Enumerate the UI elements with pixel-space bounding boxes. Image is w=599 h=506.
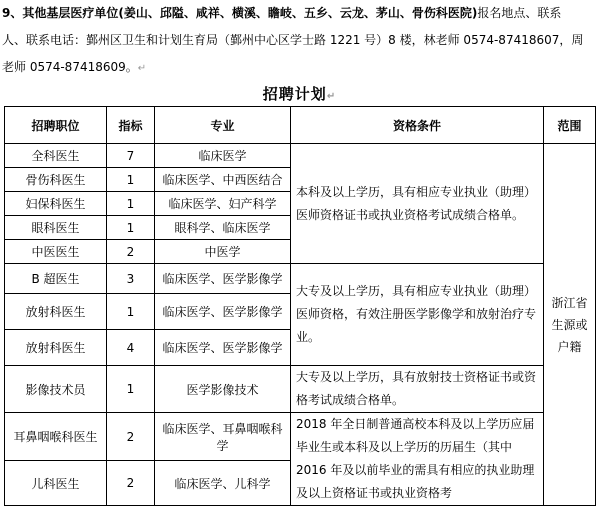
count-cell: 3 xyxy=(107,264,155,294)
position-cell: 儿科医生 xyxy=(5,461,107,506)
count-cell: 1 xyxy=(107,294,155,330)
page-title-text: 招聘计划 xyxy=(262,85,327,103)
table-row xyxy=(5,413,596,461)
paragraph-mark-icon: ↵ xyxy=(137,63,147,74)
count-cell: 1 xyxy=(107,216,155,240)
qualification-cell: 本科及以上学历，具有相应专业执业（助理）医师资格证书或执业资格考试成绩合格单。 xyxy=(291,144,544,264)
major-cell: 临床医学、医学影像学 xyxy=(155,294,291,330)
position-cell: 中医医生 xyxy=(5,240,107,264)
intro-line3-text: 老师 0574-87418609。 xyxy=(2,60,138,74)
intro-line-2: 人、联系电话：鄞州区卫生和计划生育局（鄞州中心区学士路 1221 号）8 楼，林老师 0574-87418607，周 xyxy=(2,33,584,47)
count-cell: 1 xyxy=(107,366,155,413)
position-cell: 眼科医生 xyxy=(5,216,107,240)
header-position: 招聘职位 xyxy=(5,107,107,144)
page-title xyxy=(0,83,599,104)
intro-line-3 xyxy=(2,54,596,82)
qualification-cell: 2018 年全日制普通高校本科及以上学历应届毕业生或本科及以上学历的历届生（其中 2016 年及以前毕业的需具有相应的执业助理及以上资格证书或执业资格考 xyxy=(291,413,544,506)
qualification-cell: 大专及以上学历，具有放射技士资格证书或资格考试成绩合格单。 xyxy=(291,366,544,413)
position-cell: 妇保科医生 xyxy=(5,192,107,216)
count-cell: 1 xyxy=(107,168,155,192)
position-cell: 骨伤科医生 xyxy=(5,168,107,192)
table-row xyxy=(5,264,596,294)
major-cell: 临床医学、中西医结合 xyxy=(155,168,291,192)
position-cell: 影像技术员 xyxy=(5,366,107,413)
paragraph-mark-icon: ↵ xyxy=(326,91,337,102)
major-cell: 临床医学、耳鼻咽喉科学 xyxy=(155,413,291,461)
count-cell: 2 xyxy=(107,413,155,461)
count-cell: 2 xyxy=(107,461,155,506)
major-cell: 中医学 xyxy=(155,240,291,264)
range-text: 浙江省生源或户籍 xyxy=(551,295,588,354)
table-header-row xyxy=(5,107,596,144)
major-cell: 临床医学、医学影像学 xyxy=(155,330,291,366)
count-cell: 1 xyxy=(107,192,155,216)
header-major: 专业 xyxy=(155,107,291,144)
intro-line1-rest: 报名地点、联系 xyxy=(477,6,562,20)
major-cell: 临床医学、儿科学 xyxy=(155,461,291,506)
position-cell: 耳鼻咽喉科医生 xyxy=(5,413,107,461)
major-cell: 临床医学 xyxy=(155,144,291,168)
major-cell: 医学影像技术 xyxy=(155,366,291,413)
intro-paragraph xyxy=(2,0,596,82)
intro-line-1 xyxy=(2,0,596,27)
table-row xyxy=(5,144,596,168)
position-cell: 放射科医生 xyxy=(5,330,107,366)
recruitment-table xyxy=(4,106,596,506)
header-range: 范围 xyxy=(544,107,596,144)
header-count: 指标 xyxy=(107,107,155,144)
position-cell: B 超医生 xyxy=(5,264,107,294)
major-cell: 临床医学、妇产科学 xyxy=(155,192,291,216)
count-cell: 7 xyxy=(107,144,155,168)
count-cell: 2 xyxy=(107,240,155,264)
header-qualification: 资格条件 xyxy=(291,107,544,144)
position-cell: 放射科医生 xyxy=(5,294,107,330)
range-cell xyxy=(544,144,596,506)
qualification-cell: 大专及以上学历，具有相应专业执业（助理）医师资格，有效注册医学影像学和放射治疗专业。 xyxy=(291,264,544,366)
major-cell: 眼科学、临床医学 xyxy=(155,216,291,240)
count-cell: 4 xyxy=(107,330,155,366)
major-cell: 临床医学、医学影像学 xyxy=(155,264,291,294)
intro-heading: 9、其他基层医疗单位(姜山、邱隘、咸祥、横溪、瞻岐、五乡、云龙、茅山、骨伤科医院) xyxy=(2,6,478,20)
table-row xyxy=(5,366,596,413)
position-cell: 全科医生 xyxy=(5,144,107,168)
